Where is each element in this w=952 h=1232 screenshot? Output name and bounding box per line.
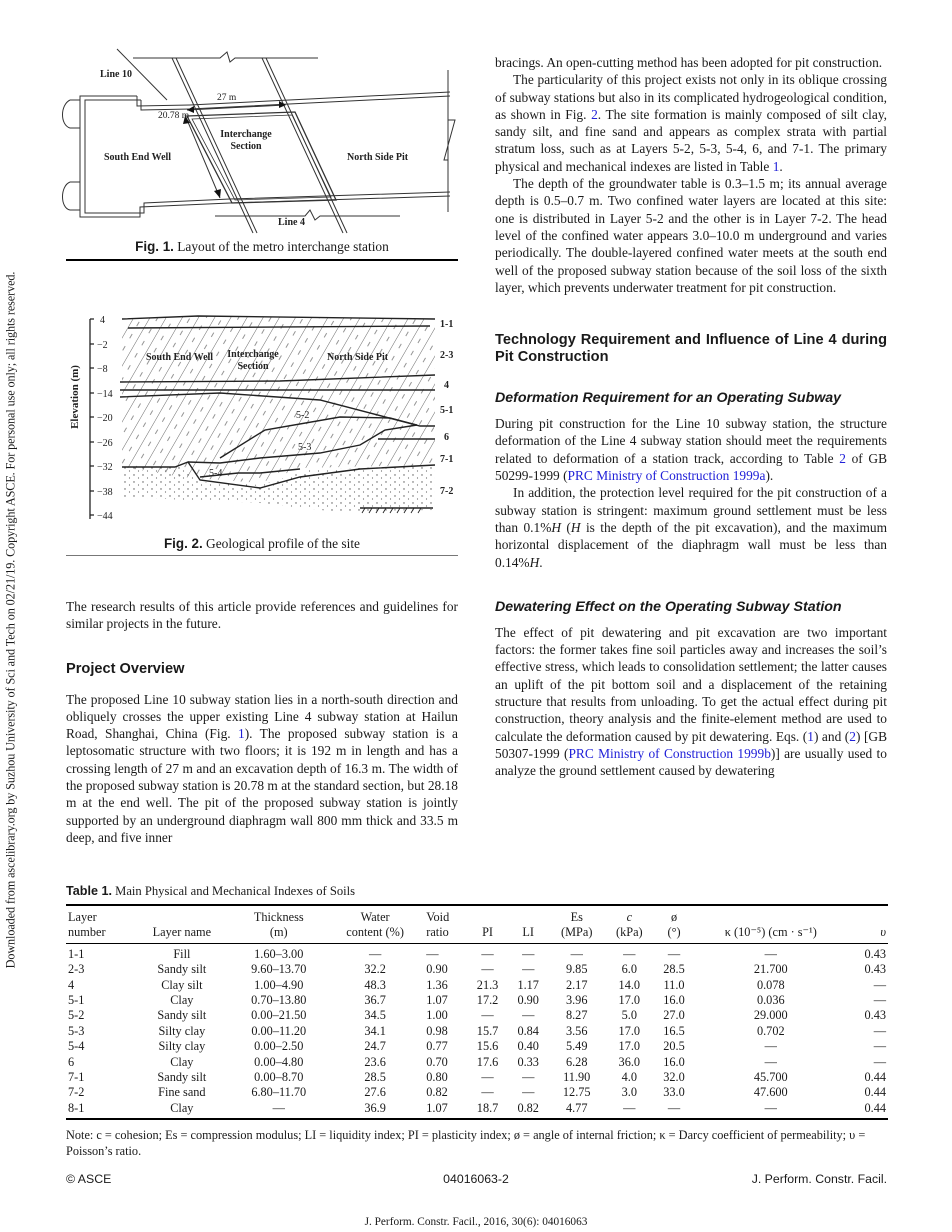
fig2-label-section: Section <box>237 361 269 372</box>
table1-cell: — <box>522 1085 535 1100</box>
table1-cell: Clay silt <box>161 977 203 992</box>
table1-cell: 0.00–8.70 <box>254 1070 304 1085</box>
table1-cell: 1.36 <box>426 977 448 992</box>
table1-cell: — <box>873 993 886 1008</box>
fig2-ytick: −2 <box>97 340 108 351</box>
table1-cell: 0.078 <box>756 977 785 992</box>
table1-cell: 1.60–3.00 <box>254 946 304 961</box>
table1-cell: 34.5 <box>364 1008 386 1023</box>
table1-cell: — <box>623 1100 636 1115</box>
table1-cell: 15.7 <box>476 1023 499 1038</box>
table1-cell: 1.00 <box>426 1008 448 1023</box>
table1-cell: 7-2 <box>68 1085 85 1100</box>
table1-cell: 3.96 <box>565 993 588 1008</box>
heading-technology-requirement: Technology Requirement and Influence of Line 4 during Pit Construction <box>495 332 887 366</box>
table1-cell: Sandy silt <box>157 1008 207 1023</box>
table1-cell: 3.0 <box>621 1085 637 1100</box>
paragraph-groundwater: The depth of the groundwater table is 0.3–1.5 m; its annual average depth is 0.5–0.7 m. Two confined water layers are located at this site: one is distributed in Layer 5-2 and the other is in Layer 7-2. The head level of the confined water appears 3.0–10.0 m underground and varies periodically. The double-layered confined water meets at the south end well of the proposed subway station because of the soil loss of the sixth layer, which prevents underwater treatment for pit construction. <box>495 176 887 295</box>
table1-caption <box>66 884 355 899</box>
heading-project-overview: Project Overview <box>66 660 185 677</box>
fig2-ytick: −26 <box>97 438 113 449</box>
fig2-bottom-rule <box>66 555 458 556</box>
table1-cell: 0.44 <box>864 1100 886 1115</box>
table1-row <box>66 978 888 993</box>
table1-column-header: υ <box>880 925 886 940</box>
table2-link[interactable]: 2 <box>839 450 846 466</box>
table1-cell: 20.5 <box>663 1039 685 1054</box>
table1-cell: 16.0 <box>663 993 685 1008</box>
table1-cell: 48.3 <box>364 977 386 992</box>
fig1-label-south-end-well: South End Well <box>104 152 172 163</box>
table1-cell: 0.70–13.80 <box>251 993 307 1008</box>
fig2-ytick: −20 <box>97 413 113 424</box>
table1-column-header: Layer name <box>152 925 212 940</box>
table1-cell: 5-3 <box>68 1023 85 1038</box>
table1-column-header: PI <box>482 925 494 940</box>
table1-cell: 0.98 <box>426 1023 448 1038</box>
table1-row <box>66 1055 888 1070</box>
table1-cell: 17.0 <box>618 1023 641 1038</box>
table1-cell: 12.75 <box>562 1085 591 1100</box>
table1-cell: 28.5 <box>364 1070 386 1085</box>
table1-cell: 0.00–11.20 <box>251 1023 307 1038</box>
table1-cell: 17.2 <box>476 993 499 1008</box>
subheading-dewatering: Dewatering Effect on the Operating Subway Station <box>495 598 842 615</box>
table1-cell: 45.700 <box>753 1070 788 1085</box>
table1-cell: 0.40 <box>517 1039 539 1054</box>
table1-cell: Silty clay <box>158 1023 206 1038</box>
subheading-deformation: Deformation Requirement for an Operating Subway <box>495 390 842 407</box>
table1-cell: — <box>873 1023 886 1038</box>
table1-cell: 17.0 <box>618 993 641 1008</box>
table1-cell: — <box>764 1100 777 1115</box>
fig1-line4-right-edge <box>262 58 347 233</box>
table1-cell: 11.90 <box>563 1070 591 1085</box>
table1-cell: 8-1 <box>68 1100 85 1115</box>
table1-cell: 0.70 <box>426 1054 448 1069</box>
table1-cell: 17.6 <box>476 1054 499 1069</box>
table1-cell: 47.600 <box>753 1085 788 1100</box>
table1-row <box>66 993 888 1008</box>
table1-cell: 0.33 <box>517 1054 539 1069</box>
table1-cell: 0.80 <box>426 1070 448 1085</box>
table1-cell: — <box>667 946 681 961</box>
fig2-ytick: −32 <box>97 462 113 473</box>
left-column <box>66 598 458 846</box>
table1-cell: 28.5 <box>663 962 685 977</box>
download-notice <box>1 250 21 990</box>
fig1-label-line4: Line 4 <box>278 217 305 228</box>
table1-cell: 2.17 <box>565 977 588 992</box>
fig2-y-axis-label: Elevation (m) <box>69 365 81 429</box>
table1-column-header: Thickness (m) <box>253 910 304 940</box>
table1-cell: 27.0 <box>663 1008 685 1023</box>
table1-cell: 36.7 <box>364 993 386 1008</box>
fig1-dim-27-label: 27 m <box>217 93 237 103</box>
fig2-ytick: −44 <box>97 511 113 522</box>
fig2-label-south: South End Well <box>146 352 214 363</box>
table1-column-header: ø (°) <box>667 910 681 940</box>
table1-cell: 5-1 <box>68 993 85 1008</box>
table1-cell: 14.0 <box>618 977 641 992</box>
footer-page-id: 04016063-2 <box>443 1172 509 1186</box>
fig1-interchange-box <box>187 112 336 203</box>
table1-cell: — <box>764 1039 777 1054</box>
table1-cell: — <box>522 1070 535 1085</box>
fig2-layer-label: 7-1 <box>440 454 454 465</box>
table1-cell: Fill <box>173 946 191 961</box>
table1-cell: 2-3 <box>68 962 85 977</box>
table1-cell: 0.84 <box>517 1023 539 1038</box>
table1-cell: — <box>570 946 583 961</box>
table1-cell: 4 <box>68 977 75 992</box>
fig1-pipe-bottom <box>63 182 81 210</box>
fig1-pipe-top <box>63 100 81 128</box>
fig1-caption-label: Fig. 1. <box>135 239 174 254</box>
table1-cell: 16.0 <box>663 1054 685 1069</box>
table1-cell: 1.07 <box>426 1100 448 1115</box>
table1-cell: 6 <box>68 1054 75 1069</box>
table1-column-header: Water content (%) <box>346 910 404 940</box>
fig1-label-interchange: Interchange <box>220 129 272 140</box>
table1-header-row <box>66 905 888 943</box>
table1-cell: — <box>481 962 494 977</box>
table1-row <box>66 1070 888 1085</box>
table1-cell: Sandy silt <box>157 962 207 977</box>
table1-cell: 16.5 <box>663 1023 685 1038</box>
fig2-link[interactable]: 2 <box>591 106 598 122</box>
fig2-layer-label: 6 <box>444 432 449 443</box>
table1-cell: — <box>368 946 382 961</box>
fig2-ytick: 4 <box>100 315 105 326</box>
project-paragraph: The proposed Line 10 subway station lies in a north-south direction and obliquely crosses the upper existing Line 4 subway station at Hailun Road, Shanghai, China (Fig. 1). The proposed subway station is a leptosomatic structure with two floors; it is 192 m in length and has a crossing length of 27 m and an excavation depth of 16.3 m. The width of the proposed subway station is 20.78 m at the standard section, but 28.18 m at the end well. The pit of the proposed subway station is jointly supported by an underground diaphragm wall 800 mm thick and 33.5 m deep, and five inner <box>66 691 458 845</box>
table1-cell: 7-1 <box>68 1070 85 1085</box>
table1-cell: 6.28 <box>565 1054 588 1069</box>
table1-cell: — <box>426 946 439 961</box>
table1-row <box>66 962 888 977</box>
table1-cell: — <box>481 946 494 961</box>
fig1-top-break-line <box>133 52 318 62</box>
table1-soil-indexes <box>66 904 888 1120</box>
table1-cell: 0.43 <box>864 1008 886 1023</box>
table1-row <box>66 1024 888 1039</box>
fig2-ytick: −8 <box>97 364 108 375</box>
table1-row <box>66 1085 888 1100</box>
table1-cell: 9.85 <box>565 962 588 977</box>
table1-link[interactable]: 1 <box>772 158 780 174</box>
fig1-pit-bottom-wall <box>230 192 450 203</box>
table1-cell: 0.90 <box>517 993 539 1008</box>
table1-cell: 0.90 <box>426 962 448 977</box>
table1-cell: 29.000 <box>753 1008 788 1023</box>
fig2-layer-label: 2-3 <box>440 350 454 361</box>
fig1-label-section: Section <box>230 141 262 152</box>
table1-cell: — <box>272 1100 285 1115</box>
table1-cell: 0.43 <box>864 946 886 961</box>
table1-cell: 3.56 <box>565 1023 588 1038</box>
fig2-label-north: North Side Pit <box>327 352 389 363</box>
fig1-caption <box>66 239 458 255</box>
table1-cell: 6.80–11.70 <box>251 1085 307 1100</box>
footer-journal: J. Perform. Constr. Facil. <box>751 1172 887 1186</box>
paragraph-particularity: The particularity of this project exists not only in its oblique crossing of subway stations but also in its complicated hydrogeological condition, as shown in Fig. 2. The site formation is mainly composed of silt clay, sandy silt, and fine sand and appears as complex strata with partial stratum loss, such as at Layers 5-2, 5-3, 5-4, 6, and 7-1. The primary physical and mechanical indexes are listed in Table 1. <box>495 72 887 174</box>
table1-cell: — <box>623 946 636 961</box>
eq1-link[interactable]: 1 <box>807 728 814 744</box>
fig1-dim-2078-label: 20.78 m <box>158 111 190 121</box>
table1-cell: 24.7 <box>364 1039 386 1054</box>
paragraph-deformation: During pit construction for the Line 10 subway station, the structure deformation of the Line 4 subway station should meet the requirements related to deformation of a station track, according to Table 2 of GB 50299-1999 (PRC Ministry of Construction 1999a). <box>495 416 887 484</box>
table1-cell: 0.44 <box>864 1070 886 1085</box>
fig2-layer-label: 1-1 <box>440 319 454 330</box>
table1-column-header: Es (MPa) <box>561 910 593 940</box>
ref-prc-1999b-link[interactable]: PRC Ministry of Construction 1999b <box>568 745 771 761</box>
table1-cell: Clay <box>170 1054 194 1069</box>
table1-cell: 0.00–4.80 <box>254 1054 304 1069</box>
table1-cell: 0.82 <box>426 1085 448 1100</box>
table1-caption-text: Main Physical and Mechanical Indexes of Soils <box>115 884 356 898</box>
table1-cell: — <box>522 962 535 977</box>
table1-cell: 8.27 <box>565 1008 588 1023</box>
table1-cell: — <box>873 1039 886 1054</box>
table1-cell: 11.0 <box>663 977 685 992</box>
table1-cell: 0.00–2.50 <box>254 1039 304 1054</box>
table1-cell: 21.3 <box>476 977 499 992</box>
table1-cell: — <box>873 1054 886 1069</box>
table1-cell: 21.700 <box>753 962 788 977</box>
table1-cell: 0.00–21.50 <box>251 1008 307 1023</box>
table1-cell: 0.82 <box>517 1100 539 1115</box>
download-notice-text: Downloaded from ascelibrary.org by Suzhou University of Sci and Tech on 02/21/19. Copyright ASCE. For personal use only; all rights reserved. <box>3 271 18 969</box>
table1-cell: 23.6 <box>364 1054 386 1069</box>
table1-column-header: Layer number <box>68 910 106 940</box>
table1-column-header: κ (10⁻⁵) (cm · s⁻¹) <box>724 925 817 940</box>
fig1-caption-text: Layout of the metro interchange station <box>177 239 389 254</box>
paragraph-protection-level: In addition, the protection level required for the pit construction of a subway station is stringent: maximum ground settlement must be less than 0.1%H (H is the depth of the pit excavation), and the maximum horizontal displacement of the diaphragm wall must be less than 0.14%H. <box>495 485 887 570</box>
table1-cell: 5-4 <box>68 1039 85 1054</box>
paragraph-bracings: bracings. An open-cutting method has been adopted for pit construction. <box>495 55 883 70</box>
table1-cell: Clay <box>170 1100 194 1115</box>
fig1-arrow-down <box>214 189 221 198</box>
intro-paragraph: The research results of this article provide references and guidelines for similar projects in the future. <box>66 599 458 632</box>
fig2-geological-profile <box>60 305 460 530</box>
table1-cell: 15.6 <box>476 1039 499 1054</box>
fig2-caption-label: Fig. 2. <box>163 536 203 551</box>
table1-cell: 6.0 <box>621 962 637 977</box>
table1-cell: — <box>481 1085 494 1100</box>
table1-cell: Clay <box>170 993 194 1008</box>
table1-cell: Sandy silt <box>157 1070 207 1085</box>
table1-column-header: c (kPa) <box>615 910 643 940</box>
table1-cell: 32.0 <box>663 1070 685 1085</box>
citation-line: J. Perform. Constr. Facil., 2016, 30(6): 04016063 <box>364 1216 588 1228</box>
fig2-inner-label: 5-4 <box>209 468 223 479</box>
fig2-caption <box>66 536 458 552</box>
table1-cell: 36.0 <box>618 1054 641 1069</box>
table1-cell: 32.2 <box>364 962 386 977</box>
fig2-layer-label: 5-1 <box>440 405 454 416</box>
table1-cell: Fine sand <box>158 1085 206 1100</box>
table1-cell: 17.0 <box>618 1039 641 1054</box>
table1-cell: — <box>873 977 886 992</box>
fig2-hatched-strata <box>122 316 435 483</box>
fig2-inner-label: 5-3 <box>298 442 312 453</box>
table1-row <box>66 1039 888 1054</box>
table1-cell: 27.6 <box>364 1085 386 1100</box>
table1-caption-label: Table 1. <box>66 884 112 898</box>
fig1-label-north-side-pit: North Side Pit <box>347 152 409 163</box>
fig1-label-line10: Line 10 <box>100 69 132 80</box>
table1-cell: 0.702 <box>756 1023 785 1038</box>
fig1-bottom-rule <box>66 259 458 261</box>
table1-cell: 4.0 <box>621 1070 637 1085</box>
table1-note: Note: c = cohesion; Es = compression modulus; LI = liquidity index; PI = plasticity index; ø = angle of internal friction; κ = Darcy coefficient of permeability; υ = Poisson’s ratio. <box>66 1128 866 1158</box>
fig2-inner-label: 5-2 <box>296 410 310 421</box>
table1-cell: 0.036 <box>756 993 785 1008</box>
fig1-dim-27-line <box>187 105 285 110</box>
fig1-link[interactable]: 1 <box>238 726 245 742</box>
table1-cell: 5.49 <box>565 1039 588 1054</box>
fig2-layer-label: 4 <box>444 380 449 391</box>
table1-cell: 1.00–4.90 <box>254 977 304 992</box>
table1-cell: 1-1 <box>68 946 85 961</box>
table1-row <box>66 943 888 962</box>
table1-cell: 18.7 <box>476 1100 499 1115</box>
fig1-right-break <box>444 70 455 212</box>
table1-row <box>66 1008 888 1023</box>
table1-cell: 33.0 <box>663 1085 685 1100</box>
table1-cell: 1.07 <box>426 993 448 1008</box>
fig2-y-axis <box>90 319 94 519</box>
table1-cell: 0.44 <box>864 1085 886 1100</box>
fig2-layer-label: 7-2 <box>440 486 454 497</box>
table1-cell: 4.77 <box>565 1100 588 1115</box>
table1-column-header: Void ratio <box>426 910 450 940</box>
footer-copyright: © ASCE <box>66 1172 112 1186</box>
fig1-dim-2078-line <box>185 115 220 198</box>
table1-cell: 34.1 <box>364 1023 386 1038</box>
fig1-layout-diagram <box>60 20 460 235</box>
table1-cell: 0.43 <box>864 962 886 977</box>
table1-cell: 5.0 <box>621 1008 637 1023</box>
table1-cell: — <box>522 1008 535 1023</box>
table1-cell: — <box>667 1100 681 1115</box>
table1-cell: 0.77 <box>426 1039 448 1054</box>
right-column <box>495 54 887 780</box>
table1-cell: 9.60–13.70 <box>251 962 307 977</box>
table1-cell: 36.9 <box>364 1100 386 1115</box>
table1-cell: 5-2 <box>68 1008 85 1023</box>
fig2-ytick: −14 <box>97 389 113 400</box>
table1-row <box>66 1101 888 1119</box>
table1-column-header: LI <box>522 925 535 940</box>
ref-prc-1999a-link[interactable]: PRC Ministry of Construction 1999a <box>567 468 766 484</box>
fig2-caption-text: Geological profile of the site <box>206 536 360 551</box>
table1-cell: — <box>764 1054 777 1069</box>
table1-cell: Silty clay <box>158 1039 206 1054</box>
table1-cell: — <box>481 1008 494 1023</box>
table1-cell: — <box>522 946 535 961</box>
table1-cell: 1.17 <box>517 977 539 992</box>
fig2-label-interchange: Interchange <box>227 349 279 360</box>
fig2-ytick: −38 <box>97 487 113 498</box>
table1-cell: — <box>481 1070 494 1085</box>
paragraph-dewatering: The effect of pit dewatering and pit excavation are two important factors: the former takes fine soil particles away and increases the soil’s effective stress, which leads to consolidation settlement; the latter causes an uplift of the pit bottom soil and a displacement of the retaining structure that results from unloading. To get the actual effect during pit construction, theory analysis and the finite-element method are used to calculate the deformation caused by pit dewatering. Eqs. (1) and (2) [GB 50307-1999 (PRC Ministry of Construction 1999b)] are usually used to analyze the ground settlement caused by dewatering <box>495 624 888 779</box>
eq2-link[interactable]: 2 <box>849 728 856 744</box>
table1-cell: — <box>764 946 777 961</box>
